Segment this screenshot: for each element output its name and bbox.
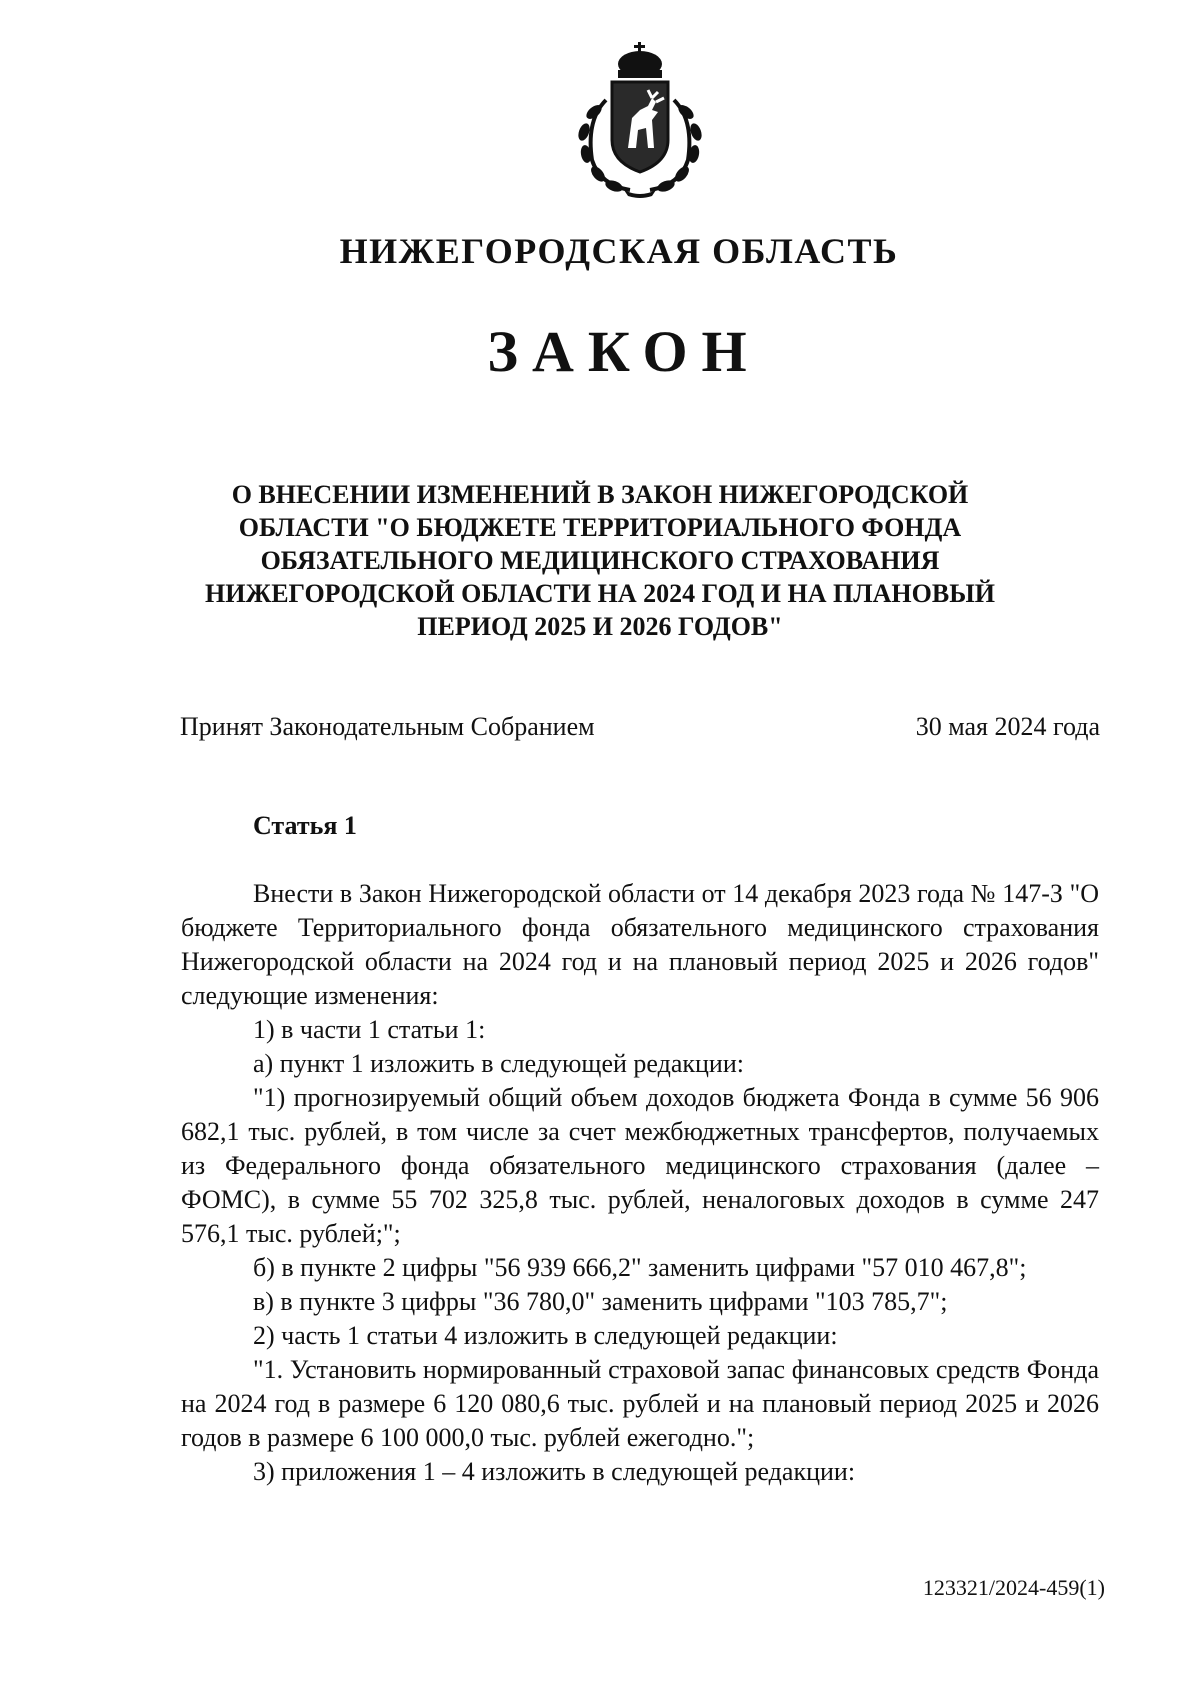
coat-of-arms-icon <box>568 40 718 200</box>
paragraph: а) пункт 1 изложить в следующей редакции: <box>253 1049 744 1078</box>
paragraph: 2) часть 1 статьи 4 изложить в следующей редакции: <box>253 1321 838 1350</box>
document-type-title: ЗАКОН <box>487 319 761 384</box>
law-title-line: ПЕРИОД 2025 И 2026 ГОДОВ" <box>417 612 783 641</box>
law-title-line: ОБЛАСТИ "О БЮДЖЕТЕ ТЕРРИТОРИАЛЬНОГО ФОНДА <box>238 513 962 542</box>
paragraph: Внести в Закон Нижегородской области от 14 декабря 2023 года № 147-З "О бюджете Территориального фонда обязательного медицинского страхования Нижегородской области на 2024 год и на плановый период 2025 и 2026 годов" следующие изменения: <box>181 879 1099 1010</box>
paragraph: б) в пункте 2 цифры "56 939 666,2" заменить цифрами "57 010 467,8"; <box>253 1253 1027 1282</box>
law-title <box>150 478 1050 643</box>
adoption-date: 30 мая 2024 года <box>915 712 1100 741</box>
article-body <box>181 877 1099 1489</box>
adopted-by: Принят Законодательным Собранием <box>180 712 595 741</box>
paragraph: 1) в части 1 статьи 1: <box>253 1015 486 1044</box>
region-title: НИЖЕГОРОДСКАЯ ОБЛАСТЬ <box>339 231 899 271</box>
law-title-line: НИЖЕГОРОДСКОЙ ОБЛАСТИ НА 2024 ГОД И НА ПЛАНОВЫЙ <box>205 579 995 608</box>
law-title-line: О ВНЕСЕНИИ ИЗМЕНЕНИЙ В ЗАКОН НИЖЕГОРОДСКОЙ <box>231 480 969 509</box>
paragraph: 3) приложения 1 – 4 изложить в следующей редакции: <box>253 1457 856 1486</box>
paragraph: в) в пункте 3 цифры "36 780,0" заменить цифрами "103 785,7"; <box>253 1287 948 1316</box>
paragraph: "1. Установить нормированный страховой запас финансовых средств Фонда на 2024 год в размере 6 120 080,6 тыс. рублей и на плановый период 2025 и 2026 годов в размере 6 100 000,0 тыс. рублей ежегодно."; <box>181 1355 1099 1452</box>
article-heading: Статья 1 <box>253 811 357 840</box>
law-title-line: ОБЯЗАТЕЛЬНОГО МЕДИЦИНСКОГО СТРАХОВАНИЯ <box>260 546 940 575</box>
document-code: 123321/2024-459(1) <box>922 1575 1105 1600</box>
paragraph: "1) прогнозируемый общий объем доходов бюджета Фонда в сумме 56 906 682,1 тыс. рублей, в том числе за счет межбюджетных трансфертов, получаемых из Федерального фонда обязательного медицинского страхования (далее – ФОМС), в сумме 55 702 325,8 тыс. рублей, неналоговых доходов в сумме 247 576,1 тыс. рублей;"; <box>181 1083 1099 1248</box>
